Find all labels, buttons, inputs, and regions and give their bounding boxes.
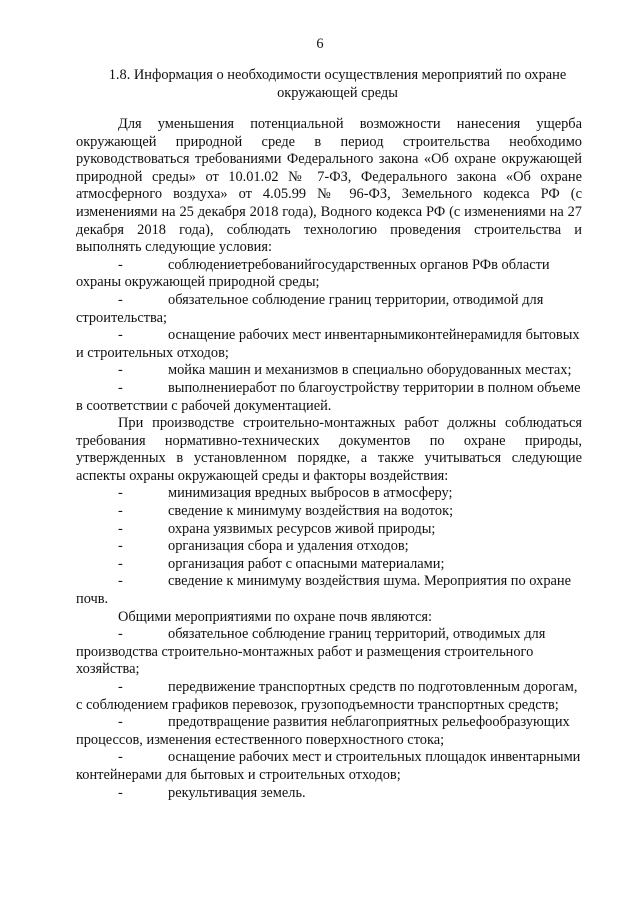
document-body [76, 116, 582, 802]
list-item [76, 521, 582, 539]
list-dash: - [118, 327, 123, 344]
list-dash: - [118, 291, 123, 308]
list-item-text: оснащение рабочих мест и строительных площадок инвентарными контейнерами для бытовых и строительных отходов; [76, 749, 581, 783]
list-dash: - [118, 784, 123, 801]
list-item-text: мойка машин и механизмов в специально оборудованных местах; [168, 362, 572, 379]
list-item-text: соблюдениетребованийгосударственных органов РФв области охраны окружающей природной среды; [76, 256, 550, 291]
construction-paragraph: При производстве строительно-монтажных работ должны соблюдаться требования нормативно-технических документов по охране природы, утвержденных в установленном порядке, а также учитываться следующие аспекты охраны окружающей среды и факторы воздействия: [76, 415, 582, 484]
list-dash: - [118, 503, 123, 520]
list-item [76, 679, 582, 714]
list-item [76, 362, 582, 380]
list-item-text: сведение к минимуму воздействия на водоток; [168, 503, 454, 520]
soil-measures-list [76, 626, 582, 802]
list-dash: - [118, 362, 123, 379]
list-item [76, 785, 582, 803]
list-dash: - [118, 749, 123, 766]
list-item [76, 292, 582, 327]
list-dash: - [118, 256, 123, 273]
list-item-text: обязательное соблюдение границ территорий, отводимых для производства строительно-монтажных работ и размещения строительного хозяйства; [76, 626, 546, 678]
list-item [76, 485, 582, 503]
list-item [76, 257, 582, 292]
page-number: 6 [316, 36, 324, 52]
list-item [76, 556, 582, 574]
list-item [76, 503, 582, 521]
intro-paragraph: Для уменьшения потенциальной возможности нанесения ущерба окружающей природной среде в период строительства необходимо руководствоваться требованиями Федерального закона «Об охране окружающей природной среды» от 10.01.02 № 7-ФЗ, Федерального закона «Об охране атмосферного воздуха» от 4.05.99 № 96-ФЗ, Земельного кодекса РФ (с изменениями на 25 декабря 2018 года), Водного кодекса РФ (с изменениями на 27 декабря 2018 года), соблюдать технологию проведения строительства и выполнять следующие условия: [76, 116, 582, 256]
list-item-text: организация сбора и удаления отходов; [168, 538, 409, 555]
list-dash: - [118, 538, 123, 555]
list-dash: - [118, 485, 123, 502]
list-item [76, 573, 582, 608]
list-dash: - [118, 714, 123, 731]
soil-intro: Общими мероприятиями по охране почв являются: [118, 608, 433, 625]
list-item-text: оснащение рабочих мест инвентарнымиконтейнерамидля бытовых и строительных отходов; [76, 327, 580, 361]
list-item [76, 714, 582, 749]
list-item [76, 538, 582, 556]
list-item-text: передвижение транспортных средств по подготовленным дорогам, с соблюдением графиков перевозок, грузоподъемности транспортных средств; [76, 679, 578, 713]
conditions-list [76, 257, 582, 415]
list-item-text: рекультивация земель. [168, 784, 306, 801]
list-item-text: сведение к минимуму воздействия шума. Мероприятия по охране почв. [76, 573, 571, 608]
list-item-text: обязательное соблюдение границ территории, отводимой для строительства; [76, 291, 544, 326]
list-item-text: предотвращение развития неблагоприятных рельефообразующих процессов, изменения естественного поверхностного стока; [76, 714, 570, 748]
list-dash: - [118, 573, 123, 590]
list-item-text: выполнениеработ по благоустройству территории в полном объеме в соответствии с рабочей документацией. [76, 379, 581, 414]
list-dash: - [118, 679, 123, 695]
list-item-text: организация работ с опасными материалами; [168, 555, 445, 572]
list-dash: - [118, 555, 123, 572]
list-item [76, 327, 582, 362]
list-dash: - [118, 626, 123, 643]
list-dash: - [118, 520, 123, 537]
list-item [76, 749, 582, 784]
list-dash: - [118, 379, 123, 396]
list-item-text: минимизация вредных выбросов в атмосферу; [168, 485, 453, 502]
aspects-list [76, 485, 582, 608]
list-item-text: охрана уязвимых ресурсов живой природы; [168, 520, 436, 537]
section-title: 1.8. Информация о необходимости осуществления мероприятий по охране окружающей среды [108, 67, 567, 101]
list-item [76, 380, 582, 415]
list-item [76, 626, 582, 679]
